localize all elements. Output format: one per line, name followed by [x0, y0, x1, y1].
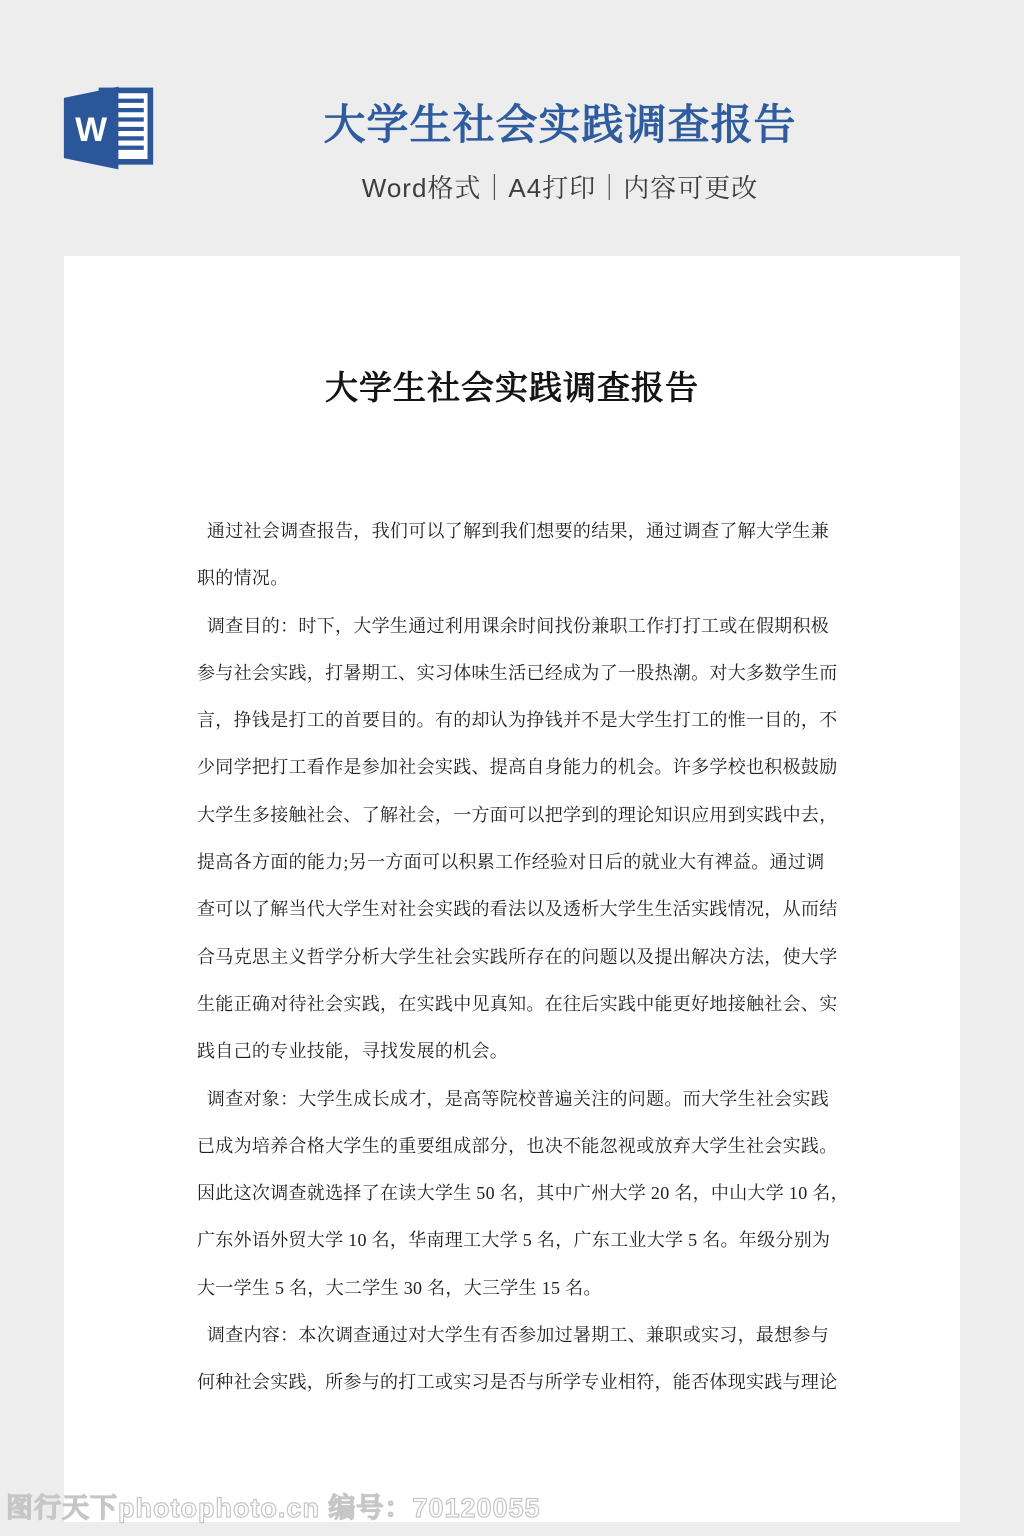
- header: [0, 0, 1024, 256]
- text-line: 践自己的专业技能，寻找发展的机会。: [197, 1041, 509, 1062]
- text-line: 调查对象：大学生成长成才，是高等院校普遍关注的问题。而大学生社会实践: [206, 1088, 830, 1109]
- text-line: 大一学生 5 名，大二学生 30 名，大三学生 15 名。: [197, 1277, 602, 1298]
- document-page: [64, 256, 960, 1522]
- watermark-text: 图行天下photophoto.cn 编号：70120055: [6, 1493, 541, 1523]
- text-line: 调查目的：时下，大学生通过利用课余时间找份兼职工作打打工或在假期积极: [206, 615, 830, 636]
- text-line: 何种社会实践，所参与的打工或实习是否与所学专业相符，能否体现实践与理论: [197, 1372, 838, 1393]
- text-line: 查可以了解当代大学生对社会实践的看法以及透析大学生生活实践情况，从而结: [197, 899, 838, 920]
- text-line: 因此这次调查就选择了在读大学生 50 名，其中广州大学 20 名，中山大学 10 名，: [197, 1183, 849, 1204]
- word-logo-letter: W: [75, 111, 108, 150]
- text-line: 生能正确对待社会实践，在实践中见真知。在往后实践中能更好地接触社会、实: [197, 993, 838, 1014]
- header-title: 大学生社会实践调查报告: [323, 101, 797, 148]
- text-line: 大学生多接触社会、了解社会，一方面可以把学到的理论知识应用到实践中去，: [197, 804, 838, 825]
- text-line: 通过社会调查报告，我们可以了解到我们想要的结果，通过调查了解大学生兼: [206, 521, 830, 541]
- text-line: 职的情况。: [197, 568, 289, 589]
- header-subtitle: Word格式｜A4打印｜内容可更改: [361, 173, 759, 203]
- text-line: 参与社会实践，打暑期工、实习体味生活已经成为了一股热潮。对大多数学生而: [197, 662, 838, 683]
- text-line: 广东外语外贸大学 10 名，华南理工大学 5 名，广东工业大学 5 名。年级分别为: [197, 1230, 831, 1251]
- text-line: 已成为培养合格大学生的重要组成部分，也决不能忽视或放弃大学生社会实践。: [197, 1135, 838, 1156]
- word-logo-graphic: [62, 84, 156, 172]
- text-line: 少同学把打工看作是参加社会实践、提高自身能力的机会。许多学校也积极鼓励: [197, 757, 838, 778]
- header-text-block: [300, 92, 820, 205]
- text-line: 提高各方面的能力;另一方面可以积累工作经验对日后的就业大有禆益。通过调: [197, 852, 825, 873]
- document-body: [197, 508, 877, 1407]
- text-line: 调查内容：本次调查通过对大学生有否参加过暑期工、兼职或实习，最想参与: [206, 1325, 830, 1346]
- text-line: 言，挣钱是打工的首要目的。有的却认为挣钱并不是大学生打工的惟一目的，不: [197, 710, 838, 731]
- word-file-icon: [62, 84, 156, 172]
- document-title: 大学生社会实践调查报告: [325, 371, 699, 407]
- text-line: 合马克思主义哲学分析大学生社会实践所存在的问题以及提出解决方法，使大学: [197, 946, 838, 967]
